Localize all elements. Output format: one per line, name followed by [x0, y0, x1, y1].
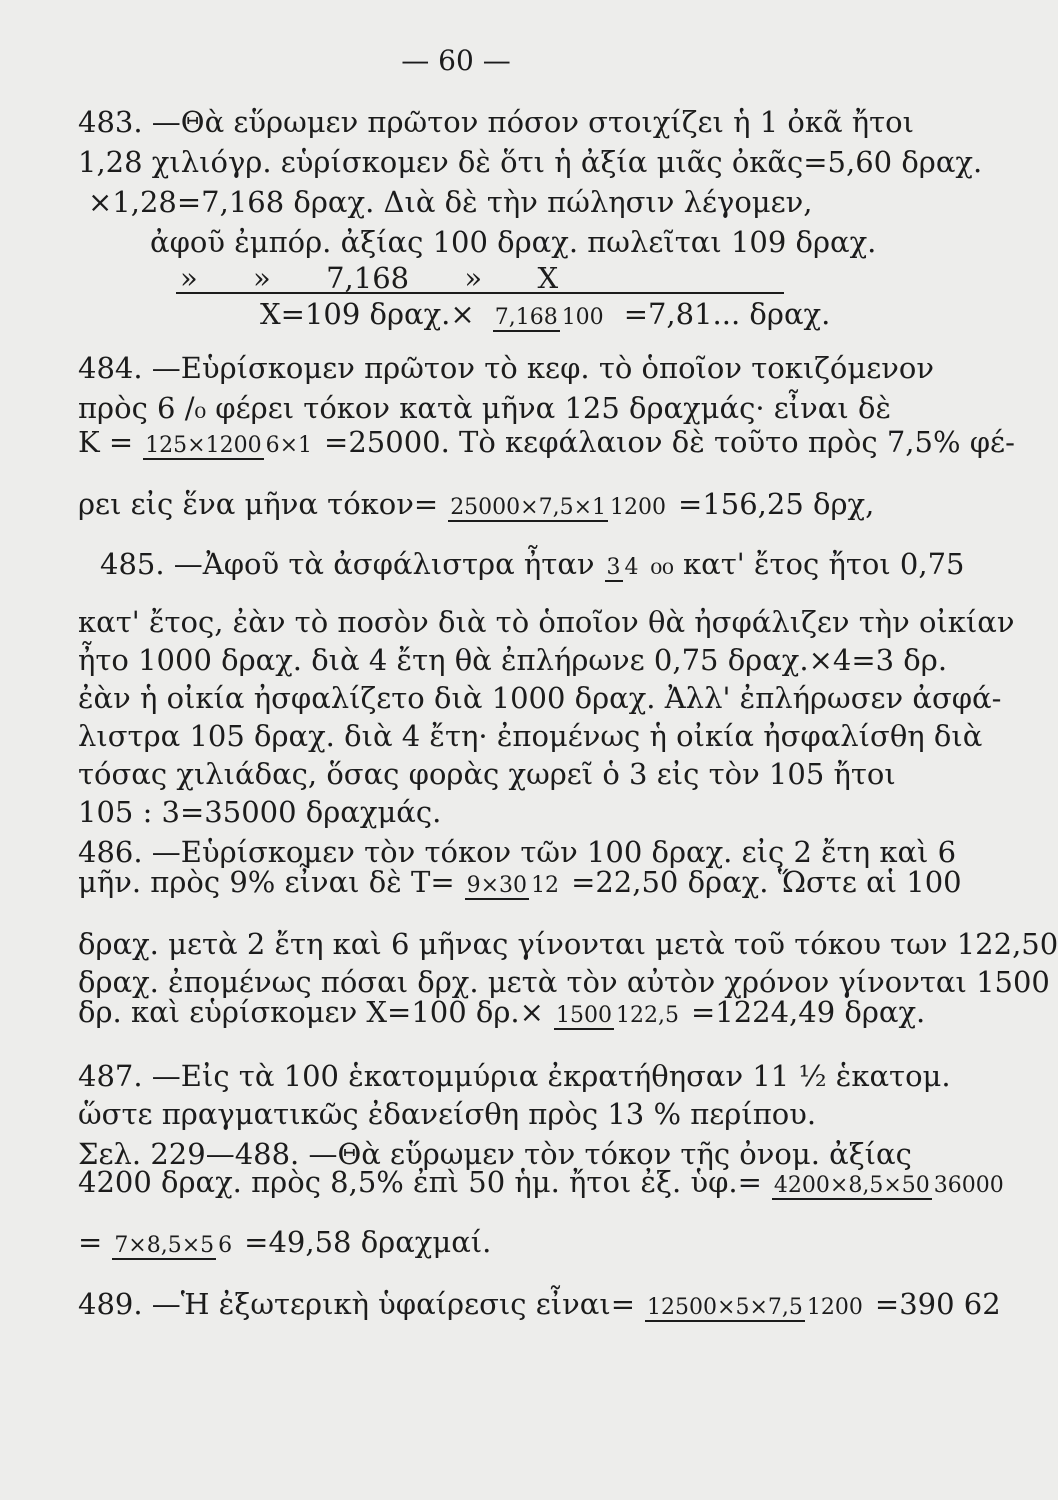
text-line: δραχ. μετὰ 2 ἔτη καὶ 6 μῆνας γίνονται μετὰ τοῦ τόκου των 122,50 [78, 927, 1058, 961]
text-line: 486. —Εὑρίσκομεν τὸν τόκον τῶν 100 δραχ. εἰς 2 ἔτη καὶ 6 [78, 835, 957, 869]
fraction-numerator: 7×8,5×5 [112, 1233, 216, 1260]
fraction [112, 1233, 234, 1260]
fraction-numerator: 4200×8,5×50 [772, 1173, 932, 1200]
formula-text: =22,50 δραχ. Ὥστε αἱ 100 [571, 865, 962, 899]
text-line: ἐὰν ἡ οἰκία ἠσφαλίζετο διὰ 1000 δραχ. Ἀλλ' ἐπλήρωσεν ἀσφά- [78, 681, 1002, 715]
math-line-r [78, 487, 875, 522]
text-line: ×1,28=7,168 δραχ. Διὰ δὲ τὴν πώλησιν λέγομεν, [88, 185, 813, 219]
formula-text: δρ. καὶ εὑρίσκομεν Χ=100 δρ.× [78, 995, 544, 1029]
text-line: 484. —Εὑρίσκομεν πρῶτον τὸ κεφ. τὸ ὁποῖον τοκιζόμενον [78, 351, 934, 385]
text-line: 485. —Ἀφοῦ τὰ ἀσφάλιστρα ἦταν [100, 547, 595, 581]
formula-text: =49,58 δραχμαί. [244, 1225, 492, 1259]
formula-text: = [78, 1225, 103, 1259]
fraction [493, 305, 606, 332]
text-line: » » 7,168 » Χ [180, 261, 559, 295]
text-line: 1,28 χιλιόγρ. εὑρίσκομεν δὲ ὅτι ἡ ἀξία μιᾶς ὀκᾶς=5,60 δραχ. [78, 145, 983, 179]
fraction [605, 555, 641, 582]
division-rule [176, 292, 784, 294]
fraction [465, 873, 561, 900]
formula-text: 4200 δραχ. πρὸς 8,5% ἐπὶ 50 ἡμ. ἤτοι ἐξ. ὑφ.= [78, 1165, 762, 1199]
math-line-c [78, 1287, 1001, 1322]
math-line-x [260, 297, 1020, 332]
formula-text: =1224,49 δραχ. [690, 995, 926, 1029]
formula-text: ρει εἰς ἕνα μῆνα τόκον= [78, 487, 439, 521]
formula-text: =156,25 δρχ, [678, 487, 875, 521]
fraction-denominator: 6 [218, 1233, 233, 1258]
text-line: τόσας χιλιάδας, ὅσας φορὰς χωρεῖ ὁ 3 εἰς τὸν 105 ἤτοι [78, 757, 896, 791]
text-line: πρὸς 6 /₀ φέρει τόκον κατὰ μῆνα 125 δραχμάς· εἶναι δὲ [78, 391, 892, 425]
text-line: ἀφοῦ ἐμπόρ. ἀξίας 100 δραχ. πωλεῖται 109 δραχ. [150, 225, 877, 259]
fraction-denominator: 6×1 [265, 433, 313, 458]
formula-text: =7,81... δραχ. [623, 297, 831, 331]
text-line: δραχ. ἐπομένως πόσαι δρχ. μετὰ τὸν αὐτὸν χρόνον γίνονται 1500 [78, 965, 1050, 999]
formula-text: μῆν. πρὸς 9% εἶναι δὲ Τ= [78, 865, 455, 899]
fraction [645, 1295, 865, 1322]
text-line: ὥστε πραγματικῶς ἐδανείσθη πρὸς 13 % περίπου. [78, 1097, 817, 1131]
text-line: λιστρα 105 δραχ. διὰ 4 ἔτη· ἐπομένως ἡ οἰκία ἠσφαλίσθη διὰ [78, 719, 983, 753]
math-line-t [78, 865, 962, 900]
math-line-a [78, 1165, 1004, 1200]
math-line-x2 [78, 995, 926, 1030]
formula-text: =25000. Τὸ κεφάλαιον δὲ τοῦτο πρὸς 7,5% φέ- [324, 425, 1015, 459]
fraction-numerator: 9×30 [465, 873, 529, 900]
formula-text: 489. —Ἡ ἐξωτερικὴ ὑφαίρεσις εἶναι= [78, 1287, 636, 1321]
fraction [448, 495, 668, 522]
page-number: — 60 — [401, 44, 511, 77]
fraction [772, 1173, 1006, 1200]
math-line-ins [100, 547, 965, 582]
fraction-denominator: 36000 [933, 1173, 1004, 1198]
fraction [554, 1003, 681, 1030]
fraction-denominator: 1200 [610, 495, 667, 520]
fraction-denominator: 122,5 [615, 1003, 679, 1028]
fraction-numerator: 1500 [554, 1003, 614, 1030]
fraction-numerator: 3 [605, 555, 623, 582]
fraction-denominator: 12 [531, 873, 560, 898]
math-line-k [78, 425, 1015, 460]
fraction-numerator: 7,168 [493, 305, 560, 332]
text-line: 105 : 3=35000 δραχμάς. [78, 795, 442, 829]
fraction [143, 433, 314, 460]
text-line: 483. —Θὰ εὕρωμεν πρῶτον πόσον στοιχίζει ἡ 1 ὀκᾶ ἤτοι [78, 105, 915, 139]
text-line: Σελ. 229—488. —Θὰ εὕρωμεν τὸν τόκον τῆς ὀνομ. ἀξίας [78, 1137, 912, 1171]
formula-text: ₀₀ κατ' ἔτος ἤτοι 0,75 [650, 547, 965, 581]
fraction-numerator: 25000×7,5×1 [448, 495, 608, 522]
fraction-numerator: 125×1200 [143, 433, 263, 460]
formula-text: Χ=109 δραχ.× [260, 297, 475, 331]
fraction-denominator: 1200 [806, 1295, 863, 1320]
fraction-numerator: 12500×5×7,5 [645, 1295, 805, 1322]
text-line: ἦτο 1000 δραχ. διὰ 4 ἔτη θὰ ἐπλήρωνε 0,75 δραχ.×4=3 δρ. [78, 643, 948, 677]
text-line: 487. —Εἰς τὰ 100 ἑκατομμύρια ἐκρατήθησαν 11 ½ ἑκατομ. [78, 1059, 951, 1093]
formula-text: Κ = [78, 425, 134, 459]
fraction-denominator: 100 [561, 305, 604, 330]
math-line-b [78, 1225, 838, 1260]
formula-text: =390 62 [874, 1287, 1001, 1321]
fraction-denominator: 4 [624, 555, 639, 580]
text-line: κατ' ἔτος, ἐὰν τὸ ποσὸν διὰ τὸ ὁποῖον θὰ ἠσφάλιζεν τὴν οἰκίαν [78, 605, 1015, 639]
